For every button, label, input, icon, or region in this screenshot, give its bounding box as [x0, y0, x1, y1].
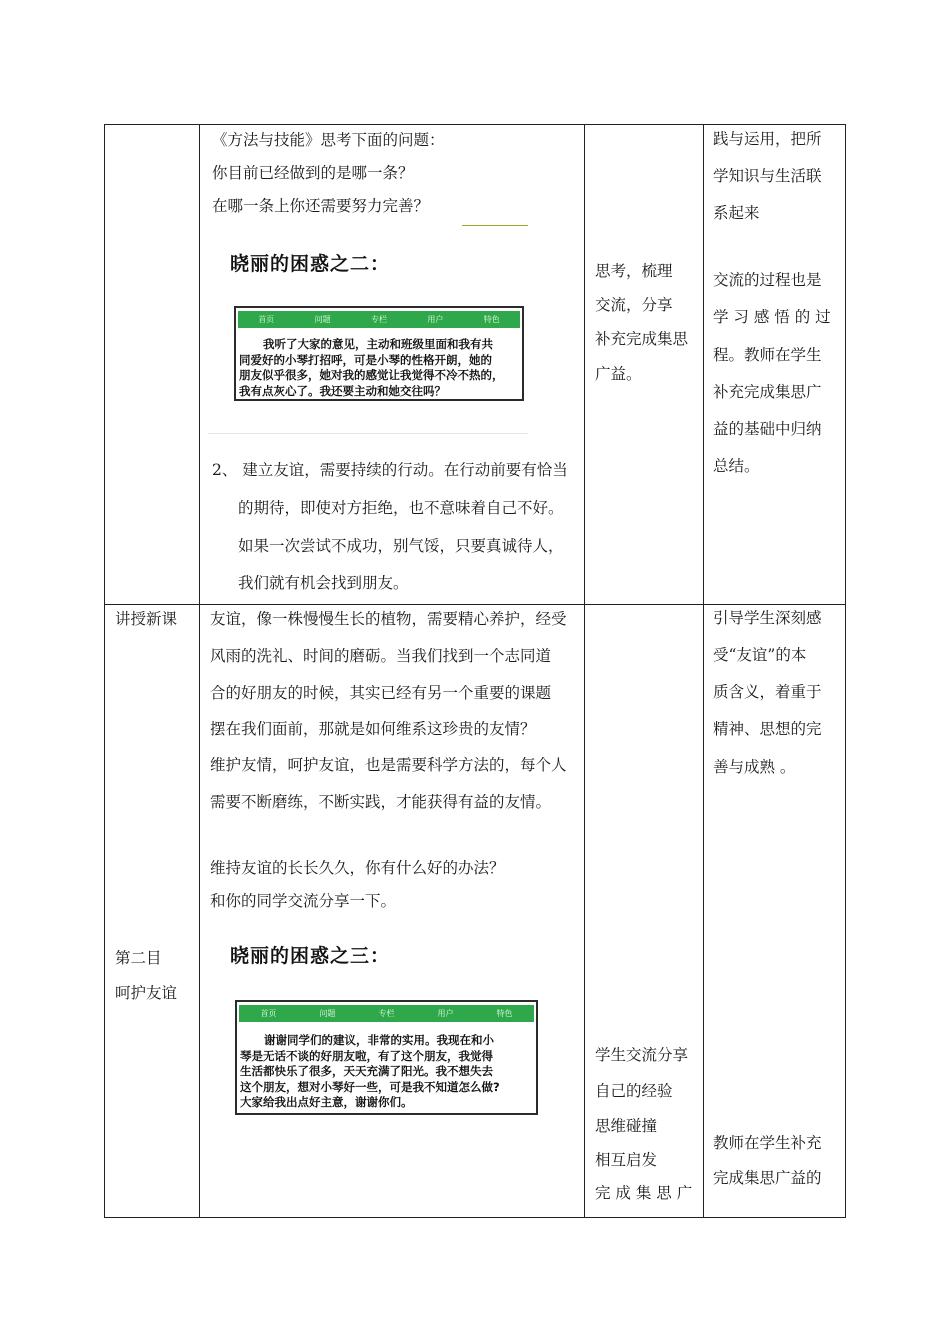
forum-post-text — [239, 337, 519, 399]
design-intent-line: 补充完成集思广 — [713, 383, 822, 401]
nav-item-columns: 专栏 — [370, 314, 387, 324]
table-left-border — [104, 124, 105, 1218]
stage-label: 讲授新课 — [115, 610, 178, 628]
puzzle-title-2: 晓丽的困惑之二： — [230, 253, 391, 275]
column-divider-1 — [199, 124, 200, 1218]
design-intent-line: 教师在学生补充 — [713, 1134, 822, 1152]
student-activity-line: 相互启发 — [595, 1151, 658, 1169]
friendship-paragraph-line: 风雨的洗礼、时间的磨砺。当我们找到一个志同道 — [210, 647, 552, 665]
forum-text-line: 同爱好的小琴打招呼，可是小琴的性格开朗，她的 — [239, 352, 492, 367]
design-intent-line: 善与成熟 。 — [713, 758, 796, 776]
decorative-underline — [462, 225, 528, 226]
nav-item-features: 特色 — [496, 1008, 513, 1018]
design-intent-line: 益的基础中归纳 — [713, 420, 822, 438]
forum-text-line: 我听了大家的意见，主动和班级里面和我有共 — [263, 337, 493, 351]
row-divider — [104, 604, 846, 605]
design-intent-line: 践与运用，把所 — [713, 130, 822, 148]
discussion-question: 维持友谊的长长久久，你有什么好的办法？ — [210, 859, 505, 877]
question-line-1: 你目前已经做到的是哪一条？ — [212, 164, 414, 182]
image-bottom-edge — [208, 433, 528, 434]
design-intent-line: 系起来 — [713, 204, 760, 222]
question-line-2: 在哪一条上你还需要努力完善？ — [212, 197, 430, 215]
point-2-line-4: 我们就有机会找到朋友。 — [238, 574, 409, 592]
nav-item-features: 特色 — [483, 314, 500, 324]
student-activity-line: 补充完成集思 — [595, 330, 689, 348]
discussion-prompt: 和你的同学交流分享一下。 — [210, 892, 397, 910]
design-intent-line: 质含义，着重于 — [713, 683, 822, 701]
design-intent-line: 总结。 — [713, 457, 760, 475]
design-intent-line: 精神、思想的完 — [713, 720, 822, 738]
design-intent-line: 交流的过程也是 — [713, 271, 822, 289]
design-intent-line: 完成集思广益的 — [713, 1169, 822, 1187]
method-intro-line: 《方法与技能》思考下面的问题： — [212, 131, 445, 149]
forum-text-line: 大家给我出点好主意，谢谢你们。 — [240, 1095, 413, 1109]
forum-text-line: 朋友似乎很多，她对我的感觉让我觉得不冷不热的， — [239, 368, 504, 382]
point-2-line-3: 如果一次尝试不成功，别气馁，只要真诚待人， — [238, 537, 564, 555]
friendship-paragraph-line: 摆在我们面前，那就是如何维系这珍贵的友情？ — [210, 720, 536, 738]
nav-item-users: 用户 — [437, 1008, 454, 1018]
forum-post-3 — [235, 1000, 538, 1115]
table-bottom-border — [104, 1217, 846, 1218]
student-activity-line: 自己的经验 — [595, 1082, 673, 1100]
nav-item-home: 首页 — [258, 314, 275, 324]
nav-item-columns: 专栏 — [378, 1008, 395, 1018]
student-activity-line: 学生交流分享 — [595, 1046, 689, 1064]
student-activity-line: 完 成 集 思 广 — [595, 1184, 693, 1202]
column-divider-2 — [584, 124, 585, 1218]
point-2-line-2: 的期待，即使对方拒绝，也不意味着自己不好。 — [238, 499, 564, 517]
friendship-paragraph-line: 合的好朋友的时候，其实已经有另一个重要的课题 — [210, 684, 552, 702]
forum-nav-bar — [238, 311, 520, 328]
puzzle-title-3: 晓丽的困惑之三： — [230, 945, 391, 967]
friendship-paragraph-line: 需要不断磨练，不断实践，才能获得有益的友情。 — [210, 793, 552, 811]
student-activity-line: 思维碰撞 — [595, 1117, 658, 1135]
design-intent-line: 引导学生深刻感 — [713, 609, 822, 627]
student-activity-line: 思考，梳理 — [595, 262, 673, 280]
friendship-paragraph-line: 维护友情，呵护友谊，也是需要科学方法的，每个人 — [210, 756, 567, 774]
design-intent-line: 程。教师在学生 — [713, 346, 822, 364]
design-intent-line: 受“友谊”的本 — [713, 646, 807, 664]
nav-item-home: 首页 — [260, 1008, 277, 1018]
point-2-line-1: 2、 建立友谊，需要持续的行动。在行动前要有恰当 — [212, 461, 568, 479]
forum-nav-bar — [239, 1005, 534, 1022]
nav-item-questions: 问题 — [319, 1008, 336, 1018]
forum-text-line: 我有点灰心了。我还要主动和她交往吗？ — [239, 383, 446, 398]
column-divider-3 — [703, 124, 704, 1218]
table-top-border — [104, 124, 846, 125]
section-title: 呵护友谊 — [115, 984, 178, 1002]
design-intent-line: 学 习 感 悟 的 过 — [713, 308, 831, 326]
nav-item-users: 用户 — [427, 314, 444, 324]
friendship-paragraph-line: 友谊，像一株慢慢生长的植物，需要精心养护，经受 — [210, 610, 567, 628]
forum-text-line: 生活都快乐了很多，天天充满了阳光。我不想失去 — [240, 1064, 493, 1078]
student-activity-line: 交流，分享 — [595, 296, 673, 314]
student-activity-line: 广益。 — [595, 365, 642, 383]
forum-post-text — [240, 1033, 533, 1111]
table-right-border — [845, 124, 846, 1218]
forum-text-line: 谢谢同学们的建议，非常的实用。我现在和小 — [264, 1033, 494, 1047]
section-label: 第二目 — [115, 949, 162, 967]
design-intent-line: 学知识与生活联 — [713, 167, 822, 185]
forum-text-line: 这个朋友，想对小琴好一些，可是我不知道怎么做? — [240, 1079, 500, 1094]
nav-item-questions: 问题 — [314, 314, 331, 324]
forum-post-2 — [234, 306, 524, 401]
forum-text-line: 琴是无话不谈的好朋友啦，有了这个朋友，我觉得 — [240, 1048, 493, 1063]
